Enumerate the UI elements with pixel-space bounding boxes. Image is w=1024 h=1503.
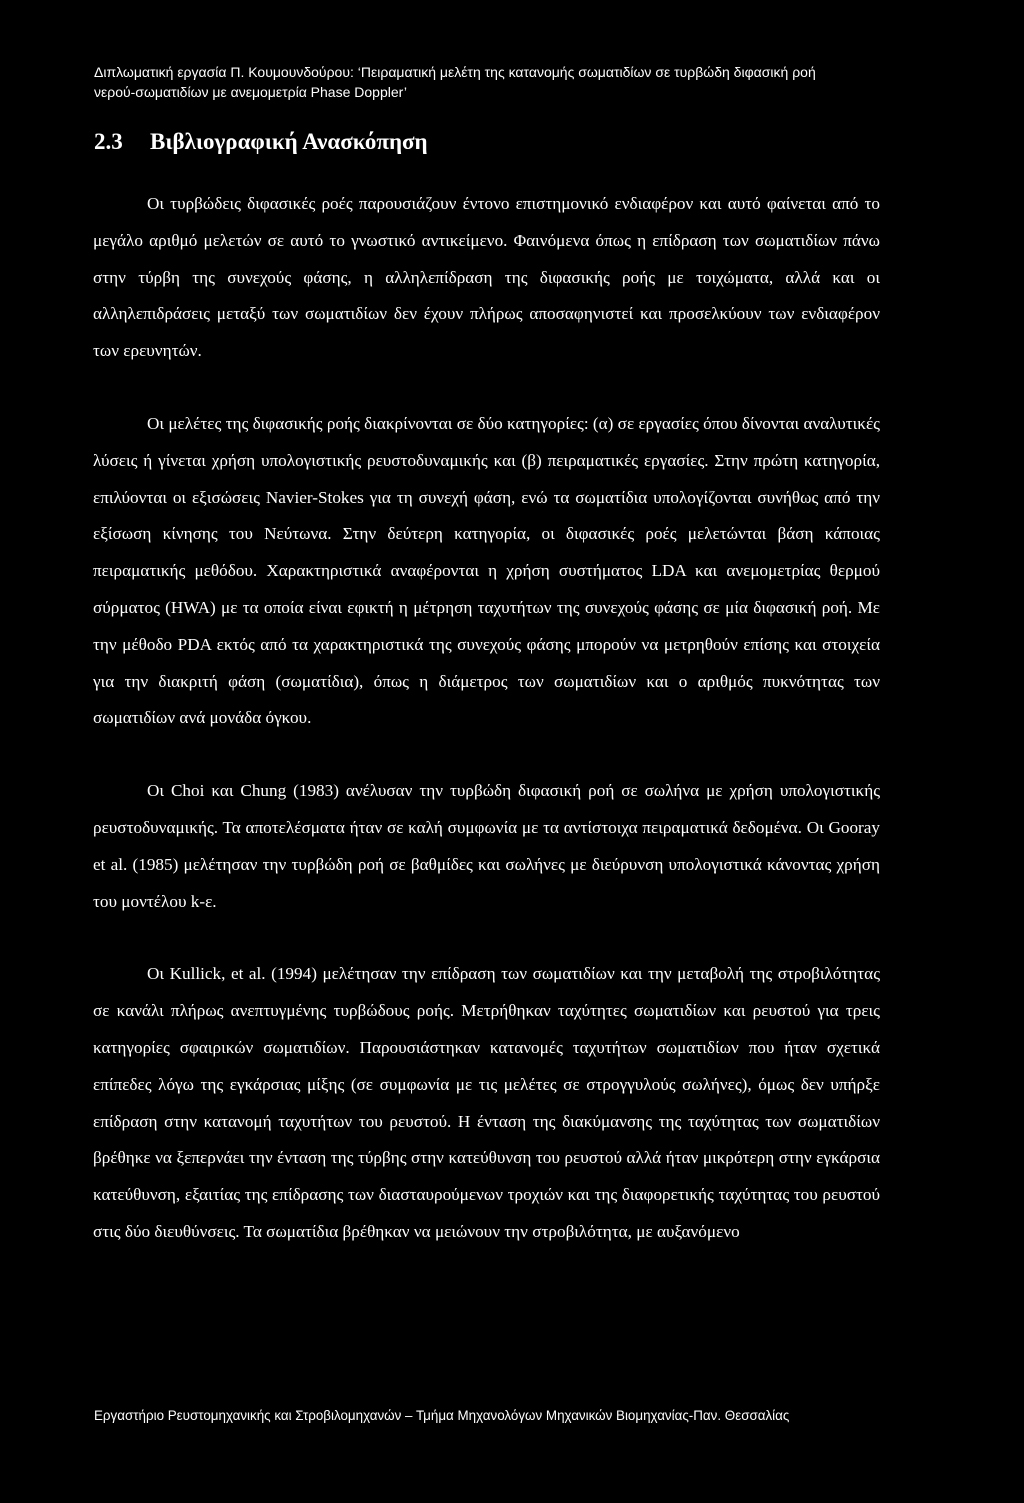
paragraph-1: Οι τυρβώδεις διφασικές ροές παρουσιάζουν έντονο επιστημονικό ενδιαφέρον και αυτό φαίνεται από το μεγάλο αριθμό μελετών σε αυτό το γνωστικό αντικείμενο. Φαινόμενα όπως η επίδραση των σωματιδίων πάνω στην τύρβη της συνεχούς φάσης, η αλληλεπίδραση της διφασικής ροής με τοιχώματα, αλλά και οι αλληλεπιδράσεις μεταξύ των σωματιδίων δεν έχουν πλήρως αποσαφηνιστεί και προσελκύουν των ενδιαφέρον των ερευνητών. bbox=[93, 194, 880, 361]
section-heading bbox=[94, 126, 428, 158]
paragraph-gap bbox=[93, 737, 880, 773]
paragraph-3: Οι Choi και Chung (1983) ανέλυσαν την τυρβώδη διφασική ροή σε σωλήνα με χρήση υπολογιστικής ρευστοδυναμικής. Τα αποτελέσματα ήταν σε καλή συμφωνία με τα αντίστοιχα πειραματικά δεδομένα. Οι Gooray et al. (1985) μελέτησαν την τυρβώδη ροή σε βαθμίδες και σωλήνες με διεύρυνση υπολογιστικά κάνοντας χρήση του μοντέλου k-ε. bbox=[93, 781, 880, 911]
running-header-line-2: νερού-σωματιδίων με ανεμομετρία Phase Doppler’ bbox=[94, 84, 407, 100]
running-footer: Εργαστήριο Ρευστομηχανικής και Στροβιλομηχανών – Τμήμα Μηχανολόγων Μηχανικών Βιομηχανίας-Παν. Θεσσαλίας bbox=[94, 1408, 790, 1423]
running-header-line-1: Διπλωματική εργασία Π. Κουμουνδούρου: ‘Πειραματική μελέτη της κατανομής σωματιδίων σε τυρβώδη διφασική ροή bbox=[94, 64, 816, 80]
paragraph-gap bbox=[93, 920, 880, 956]
paragraph-2: Οι μελέτες της διφασικής ροής διακρίνονται σε δύο κατηγορίες: (α) σε εργασίες όπου δίνονται αναλυτικές λύσεις ή γίνεται χρήση υπολογιστικής ρευστοδυναμικής και (β) πειραματικές εργασίες. Στην πρώτη κατηγορία, επιλύονται οι εξισώσεις Navier-Stokes για τη συνεχή φάση, ενώ τα σωματίδια υπολογίζονται συνήθως από την εξίσωση κίνησης του Νεύτωνα. Στην δεύτερη κατηγορία, οι διφασικές ροές μελετώνται βάση κάποιας πειραματικής μεθόδου. Χαρακτηριστικά αναφέρονται η χρήση συστήματος LDA και ανεμομετρίας θερμού σύρματος (HWA) με τα οποία είναι εφικτή η μέτρηση ταχυτήτων της συνεχούς φάσης σε μία διφασική ροή. Με την μέθοδο PDA εκτός από τα χαρακτηριστικά της συνεχούς φάσης μπορούν να μετρηθούν επίσης και στοιχεία για την διακριτή φάση (σωματίδια), όπως η διάμετρος των σωματιδίων και ο αριθμός πυκνότητας των σωματιδίων ανά μονάδα όγκου. bbox=[93, 413, 880, 728]
running-header bbox=[94, 62, 944, 102]
body-text bbox=[93, 186, 880, 1251]
section-title: Βιβλιογραφική Ανασκόπηση bbox=[150, 129, 428, 154]
paragraph-4: Οι Kullick, et al. (1994) μελέτησαν την επίδραση των σωματιδίων και την μεταβολή της στροβιλότητας σε κανάλι πλήρως ανεπτυγμένης τυρβώδους ροής. Μετρήθηκαν ταχύτητες σωματιδίων και ρευστού για τρεις κατηγορίες σφαιρικών σωματιδίων. Παρουσιάστηκαν κατανομές ταχυτήτων σωματιδίων που ήταν σχετικά επίπεδες λόγω της εγκάρσιας μίξης (σε συμφωνία με τις μελέτες σε στρογγυλούς σωλήνες), όμως δεν υπήρξε επίδραση στην κατανομή ταχυτήτων του ρευστού. Η ένταση της διακύμανσης της ταχύτητας των σωματιδίων βρέθηκε να ξεπερνάει την ένταση της τύρβης στην κατεύθυνση του ρευστού αλλά ήταν μικρότερη στην εγκάρσια κατεύθυνση, εξαιτίας της επίδρασης των διασταυρούμενων τροχιών και της διαφορετικής ταχύτητας του ρευστού στις δύο διευθύνσεις. Τα σωματίδια βρέθηκαν να μειώνουν την στροβιλότητα, με αυξανόμενο bbox=[93, 964, 880, 1241]
section-number: 2.3 bbox=[94, 129, 123, 154]
paragraph-gap bbox=[93, 370, 880, 406]
